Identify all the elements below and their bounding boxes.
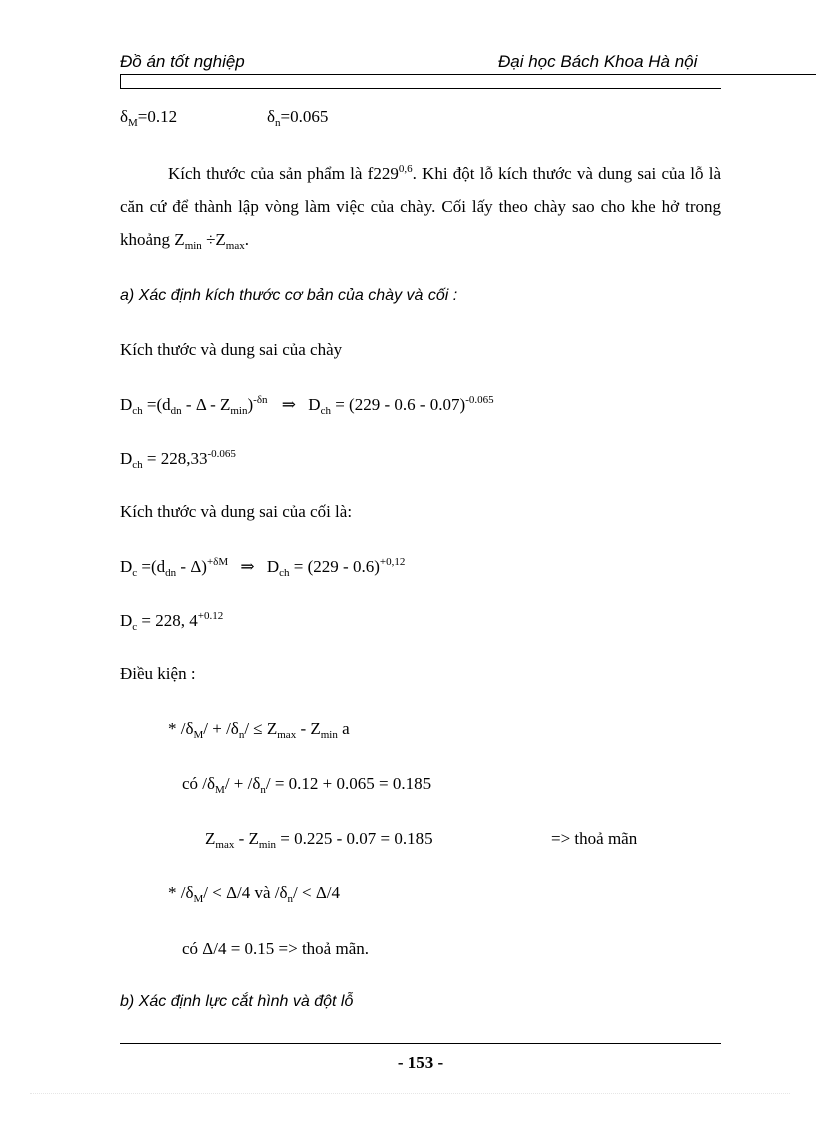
- header-rule-lower: [120, 88, 721, 89]
- delta-m-line: $\delta_M=0.12$: [120, 107, 178, 129]
- header-rule-tick: [120, 74, 121, 89]
- die-result: $D_c = 228$, $4^{+0.12}$: [120, 610, 224, 633]
- header-right: Đại học Bách Khoa Hà nội: [498, 52, 698, 71]
- header-left: Đồ án tốt nghiệp: [120, 52, 245, 71]
- punch-formula: $D_{ch} =(d_{dn} - \Delta - Z_{min})^{-\delta n}$ ⇒ $D_{ch} = (229 - 0.6 - 0.07)^{-0.065}$: [120, 394, 494, 417]
- punch-title: Kích thước và dung sai của chày: [120, 340, 343, 359]
- page-bottom-dotted-rule: [30, 1093, 790, 1094]
- condition-2: * $/\delta_M/ < \Delta/4$ và $/\delta_n/ < \Delta/4$: [168, 883, 340, 905]
- condition-1-z: $Z_{max} - Z_{min} = 0.225 - 0.07 = 0.185$: [205, 829, 433, 851]
- delta-n-line: $\delta_n=0.065$: [267, 107, 329, 129]
- footer-rule: [120, 1043, 721, 1044]
- header-rule: [120, 74, 816, 75]
- section-b-heading: b) Xác định lực cắt hình và đột lỗ: [120, 993, 354, 1010]
- punch-result: $D_{ch} = 228,33^{-0.065}$: [120, 448, 236, 471]
- condition-1-ok: => thoả mãn: [551, 829, 638, 848]
- condition-1: * $/\delta_M/ + /\delta_n/ \le Z_{max} - Z_{min}$ a: [168, 719, 350, 741]
- die-formula: $D_c =(d_{dn} - \Delta)^{+\delta M}$ ⇒ $D_{ch} = (229 - 0.6)^{+0,12}$: [120, 556, 406, 579]
- condition-2-check: có Δ/4 = 0.15 => thoả mãn.: [182, 939, 369, 958]
- section-a-heading: a) Xác định kích thước cơ bản của chày và cối :: [120, 287, 458, 304]
- condition-1-check: có $/\delta_M/ + /\delta_n/ = 0.12 + 0.065 = 0.185$: [182, 774, 432, 796]
- condition-title: Điều kiện :: [120, 664, 196, 683]
- die-title: Kích thước và dung sai của cối là:: [120, 502, 353, 521]
- page-number: - 153 -: [397, 1053, 444, 1072]
- intro-paragraph: Kích thước của sản phẩm là f229$^{0,6}$. Khi đột lỗ kích thước và dung sai của lỗ là căn cứ để thành lập vòng làm việc của chày. Cối lấy theo chày sao cho khe hở trong khoảng $Z_{min} \div Z_{max}$.: [120, 163, 722, 252]
